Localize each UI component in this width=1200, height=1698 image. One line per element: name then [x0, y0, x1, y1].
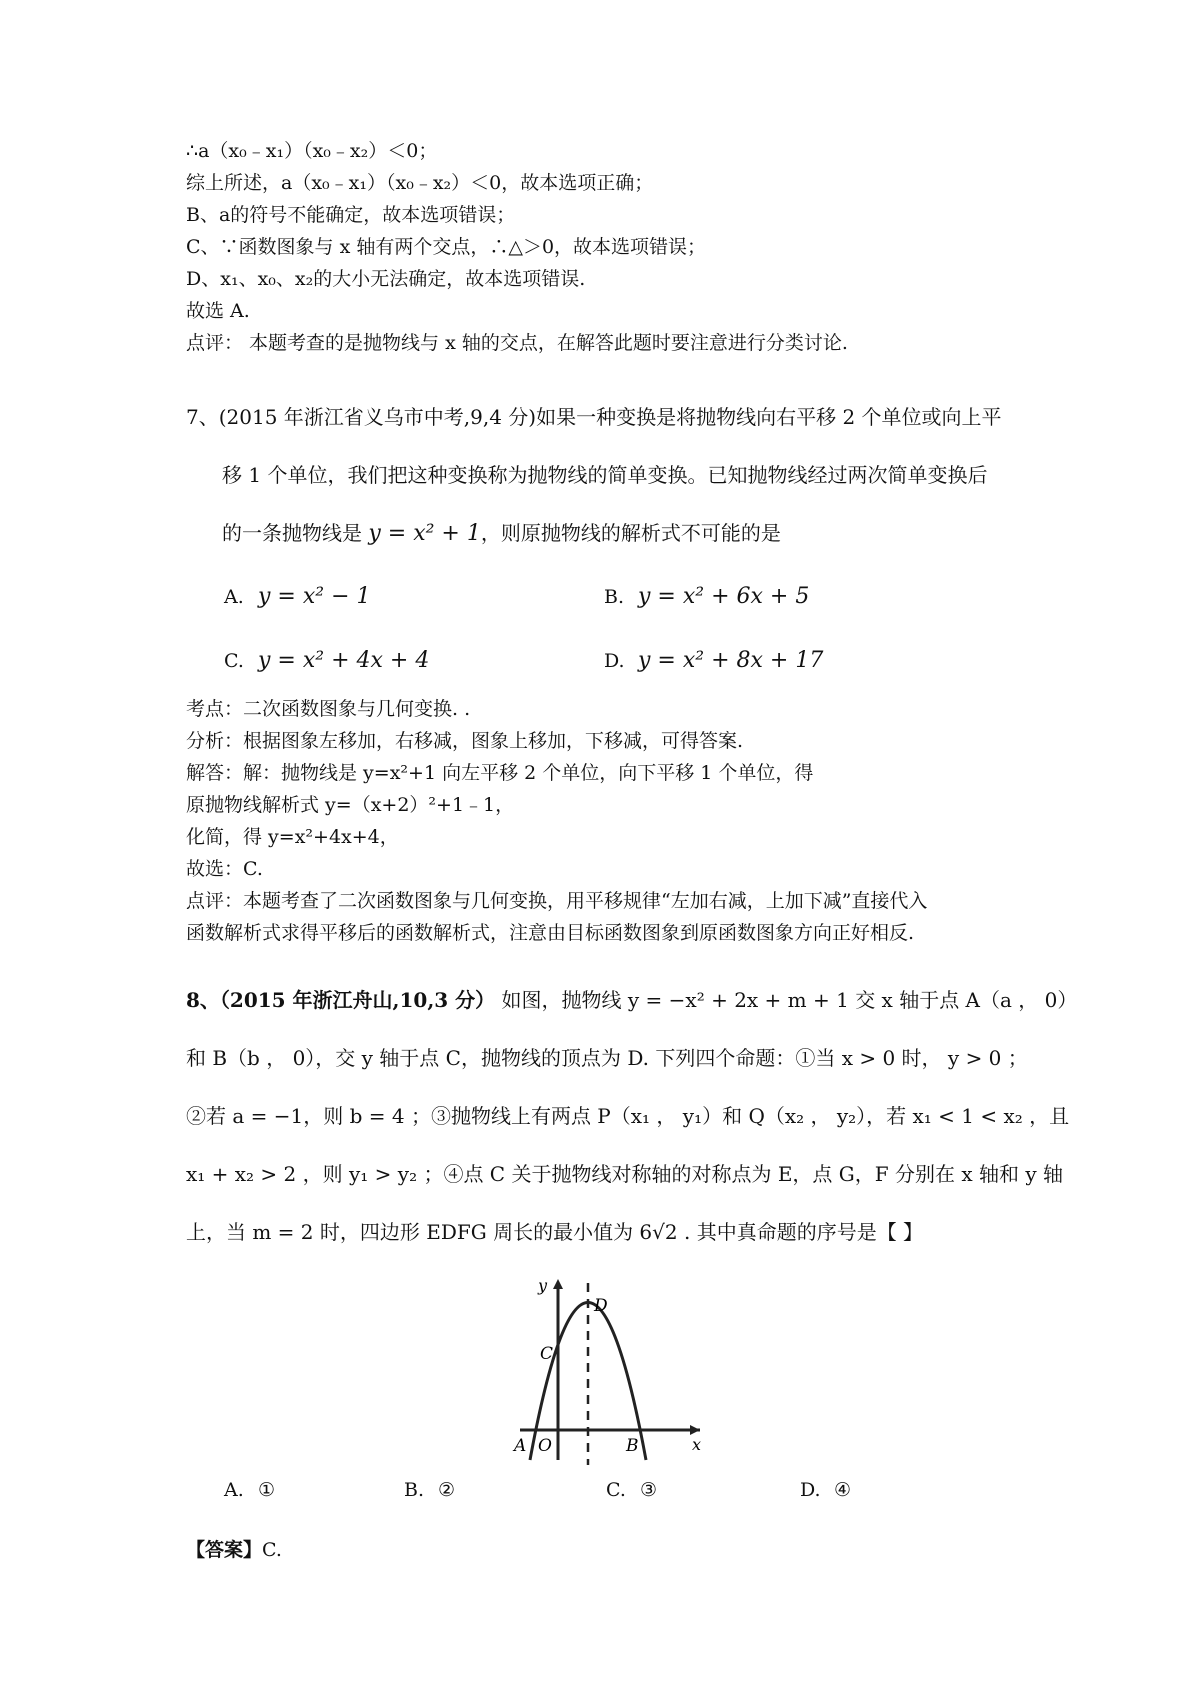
label-y: y: [538, 1276, 548, 1295]
label-a: A: [514, 1436, 527, 1456]
prev-line-6: 故选 A.: [186, 300, 250, 322]
q8-option-b[interactable]: [404, 1475, 455, 1505]
q8-option-a[interactable]: [224, 1475, 275, 1505]
label-x: x: [692, 1435, 702, 1454]
q8-answer: [186, 1535, 282, 1565]
q7-jieda-4: 故选：C.: [186, 858, 263, 880]
q7-line-2: 移 1 个单位，我们把这种变换称为抛物线的简单变换。已知抛物线经过两次简单变换后: [222, 463, 988, 487]
label-d: D: [594, 1296, 608, 1316]
q8-line-3: ②若 a = −1，则 b = 4 ；③抛物线上有两点 P（x₁ ， y₁）和 Q（x₂ ， y₂），若 x₁ < 1 < x₂ ，且: [186, 1104, 1070, 1128]
q7-dianping-2: 函数解析式求得平移后的函数解析式，注意由目标函数图象到原函数图象方向正好相反.: [186, 922, 915, 944]
q7-option-d-expr: y = x² + 8x + 17: [638, 648, 824, 673]
q8-option-c-text: ③: [640, 1479, 658, 1501]
q8-answer-label: 【答案】: [186, 1539, 263, 1561]
parabola-figure: [500, 1275, 710, 1465]
q8-line-2: 和 B（b ， 0），交 y 轴于点 C，抛物线的顶点为 D. 下列四个命题：①当 x > 0 时， y > 0 ；: [186, 1046, 1028, 1070]
q8-option-b-text: ②: [438, 1479, 456, 1501]
q7-option-a-letter: A.: [224, 586, 244, 608]
q7-option-b[interactable]: [604, 582, 809, 612]
q7-option-b-letter: B.: [604, 586, 625, 608]
q7-jieda-2: 原抛物线解析式 y=（x+2）²+1﹣1，: [186, 794, 515, 816]
q7-option-a[interactable]: [224, 582, 371, 612]
q7-jieda-3: 化简，得 y=x²+4x+4，: [186, 826, 399, 848]
q7-fenxi: 分析：根据图象左移加，右移减，图象上移加，下移减，可得答案.: [186, 730, 744, 752]
q8-line-1: [186, 985, 1077, 1015]
y-axis-arrow: [553, 1279, 563, 1289]
q7-option-b-expr: y = x² + 6x + 5: [638, 584, 810, 609]
q8-option-c[interactable]: [606, 1475, 657, 1505]
prev-line-1: ∴a（x₀﹣x₁）（x₀﹣x₂）＜0；: [186, 140, 438, 162]
q8-option-a-text: ①: [258, 1479, 276, 1501]
label-b: B: [626, 1436, 639, 1456]
q8-option-d[interactable]: [800, 1475, 851, 1505]
label-c: C: [540, 1344, 554, 1364]
q8-option-c-letter: C.: [606, 1479, 626, 1501]
q8-head: 8、（2015 年浙江舟山,10,3 分）: [186, 988, 496, 1012]
prev-line-2: 综上所述，a（x₀﹣x₁）（x₀﹣x₂）＜0，故本选项正确；: [186, 172, 654, 194]
q7-line-3: [222, 518, 781, 549]
label-o: O: [538, 1436, 552, 1456]
q8-line-4: x₁ + x₂ > 2 ，则 y₁ > y₂ ；④点 C 关于抛物线对称轴的对称点为 E，点 G，F 分别在 x 轴和 y 轴: [186, 1162, 1063, 1186]
prev-line-5: D、x₁、x₀、x₂的大小无法确定，故本选项错误.: [186, 268, 586, 290]
q7-dianping-1: 点评：本题考查了二次函数图象与几何变换，用平移规律“左加右减，上加下减”直接代入: [186, 890, 928, 912]
q8-line-1-text: 如图，抛物线 y = −x² + 2x + m + 1 交 x 轴于点 A（a ， 0）: [495, 988, 1078, 1012]
prev-line-3: B、a的符号不能确定，故本选项错误；: [186, 204, 516, 226]
q7-line-3-pre: 的一条抛物线是: [222, 521, 369, 545]
q8-line-5: 上，当 m = 2 时，四边形 EDFG 周长的最小值为 6√2 . 其中真命题的序号是【 】: [186, 1220, 924, 1244]
q8-option-a-letter: A.: [224, 1479, 244, 1501]
prev-line-7: 点评： 本题考查的是抛物线与 x 轴的交点，在解答此题时要注意进行分类讨论.: [186, 332, 848, 354]
x-axis-arrow: [690, 1425, 700, 1435]
q7-line-3-post: ，则原抛物线的解析式不可能的是: [480, 521, 781, 545]
q7-kaodian: 考点：二次函数图象与几何变换. .: [186, 698, 471, 720]
q8-option-b-letter: B.: [404, 1479, 425, 1501]
q7-option-d-letter: D.: [604, 650, 625, 672]
q7-line-1: 7、(2015 年浙江省义乌市中考,9,4 分)如果一种变换是将抛物线向右平移 2 个单位或向上平: [186, 405, 1002, 429]
q8-answer-value: C.: [262, 1539, 282, 1561]
q7-option-d[interactable]: [604, 646, 823, 676]
q7-option-a-expr: y = x² − 1: [258, 584, 371, 609]
q7-option-c-letter: C.: [224, 650, 244, 672]
q7-line-3-formula: y = x² + 1: [368, 521, 481, 546]
q7-jieda-1: 解答：解：抛物线是 y=x²+1 向左平移 2 个单位，向下平移 1 个单位，得: [186, 762, 814, 784]
q7-option-c[interactable]: [224, 646, 429, 676]
prev-line-4: C、∵函数图象与 x 轴有两个交点，∴△＞0，故本选项错误；: [186, 236, 707, 258]
q8-option-d-text: ④: [834, 1479, 852, 1501]
q7-option-c-expr: y = x² + 4x + 4: [258, 648, 430, 673]
q8-option-d-letter: D.: [800, 1479, 821, 1501]
